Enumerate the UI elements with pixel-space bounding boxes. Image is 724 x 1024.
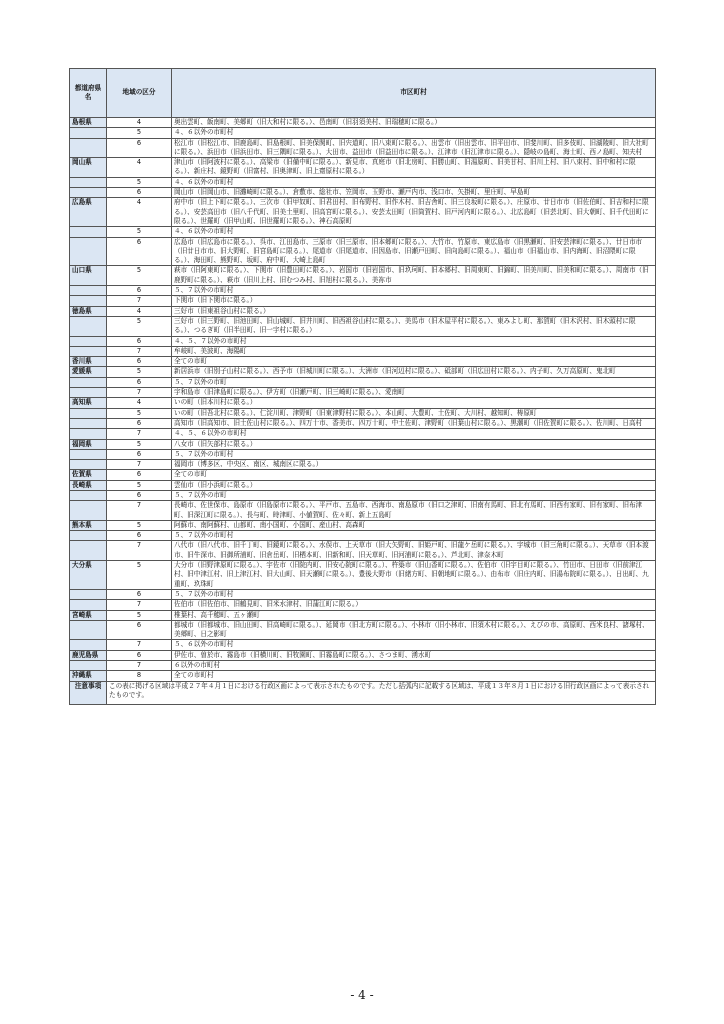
prefecture-cell — [70, 531, 107, 541]
table-row — [70, 531, 656, 541]
prefecture-cell: 熊本県 — [70, 520, 107, 530]
prefecture-cell — [70, 640, 107, 650]
prefecture-cell — [70, 501, 107, 521]
region-class-cell: 6 — [107, 237, 172, 266]
region-class-cell: 7 — [107, 460, 172, 470]
table-row — [70, 158, 656, 178]
prefecture-cell — [70, 377, 107, 387]
table-row — [70, 138, 656, 158]
region-class-cell: 4 — [107, 198, 172, 227]
municipalities-cell: ６以外の市町村 — [172, 661, 656, 671]
prefecture-cell — [70, 128, 107, 138]
municipalities-cell: ４、６以外の市町村 — [172, 177, 656, 187]
prefecture-cell — [70, 620, 107, 640]
table-row — [70, 470, 656, 480]
prefecture-cell — [70, 408, 107, 418]
table-row — [70, 266, 656, 286]
municipalities-cell: ５、７以外の市町村 — [172, 589, 656, 599]
table-row — [70, 128, 656, 138]
municipalities-cell: 津山市（旧阿波村に限る。）、高梁市（旧備中町に限る。）、新見市、真庭市（旧北房町、旧勝山町、旧湯原町、旧美甘村、旧川上村、旧八束村、旧中和村に限る。）、新庄村、鏡野町（旧富村、旧奥津町、旧上齋原村に限る。） — [172, 158, 656, 178]
region-class-cell: 5 — [107, 408, 172, 418]
prefecture-cell — [70, 188, 107, 198]
municipalities-cell: 牟岐町、美波町、海陽町 — [172, 346, 656, 356]
table-row — [70, 490, 656, 500]
table-row — [70, 460, 656, 470]
region-class-cell: 6 — [107, 470, 172, 480]
municipalities-cell: ５、７以外の市町 — [172, 490, 656, 500]
prefecture-cell — [70, 449, 107, 459]
table-row — [70, 439, 656, 449]
region-class-cell: 6 — [107, 620, 172, 640]
municipalities-cell: 高知市（旧高知市、旧土佐山村に限る。）、四万十市、香美市、四万十町、中土佐町、津野町（旧葉山村に限る。）、黒潮町（旧佐賀町に限る。）、佐川町、日高村 — [172, 418, 656, 428]
table-row — [70, 589, 656, 599]
region-class-cell: 5 — [107, 480, 172, 490]
municipalities-cell: 全ての市町村 — [172, 671, 656, 681]
region-class-cell: 4 — [107, 118, 172, 128]
table-row — [70, 600, 656, 610]
prefecture-cell — [70, 490, 107, 500]
note-text: この表に掲げる区域は平成２７年４月１日における行政区画によって表示されたものです。ただし括弧内に記載する区域は、平成１３年８月１日における旧行政区画によって表示されたものです。 — [107, 681, 656, 704]
prefecture-cell — [70, 316, 107, 336]
municipalities-cell: いの町（旧本川村に限る。） — [172, 398, 656, 408]
municipalities-cell: 下関市（旧下関市に限る。） — [172, 296, 656, 306]
table-row — [70, 671, 656, 681]
municipalities-cell: 長崎市、佐世保市、島原市（旧島原市に限る。）、平戸市、五島市、西海市、南島原市（旧口之津町、旧南有馬町、旧北有馬町、旧西有家町、旧有家町、旧布津町、旧深江町に限る。）、長与町、時津町、小値賀町、佐々町、新上五島町 — [172, 501, 656, 521]
municipalities-cell: ４、６以外の市町村 — [172, 227, 656, 237]
prefecture-cell — [70, 227, 107, 237]
table-row — [70, 198, 656, 227]
municipalities-cell: ５、６以外の市町村 — [172, 640, 656, 650]
municipalities-cell: 八女市（旧矢部村に限る。） — [172, 439, 656, 449]
table-row — [70, 296, 656, 306]
municipalities-cell: 八代市（旧八代市、旧千丁町、旧鏡町に限る。）、水俣市、上天草市（旧大矢野町、旧姫戸町、旧龍ケ岳町に限る。）、宇城市（旧三角町に限る。）、天草市（旧本渡市、旧牛深市、旧御所浦町、旧倉岳町、旧栖本町、旧新和町、旧天草町、旧河浦町に限る。）、芦北町、津奈木町 — [172, 541, 656, 561]
prefecture-cell — [70, 600, 107, 610]
prefecture-cell: 福岡県 — [70, 439, 107, 449]
table-row — [70, 449, 656, 459]
municipalities-cell: 府中市（旧上下町に限る。）、三次市（旧甲奴町、旧君田村、旧布野村、旧作木村、旧吉舎町、旧三良坂町に限る。）、庄原市、廿日市市（旧佐伯町、旧吉和村に限る。）、安芸高田市（旧八千代町、旧美土里町、旧高宮町に限る。）、安芸太田町（旧筒賀村、旧戸河内町に限る。）、北広島町（旧芸北町、旧大朝町、旧千代田町に限る。）、世羅町（旧甲山町、旧世羅町に限る。）、神石高原町 — [172, 198, 656, 227]
municipalities-cell: 椎葉村、高千穂町、五ヶ瀬町 — [172, 610, 656, 620]
prefecture-cell: 徳島県 — [70, 306, 107, 316]
table-row — [70, 398, 656, 408]
table-row — [70, 377, 656, 387]
municipalities-cell: ５、７以外の市町村 — [172, 531, 656, 541]
header-region-class: 地域の区分 — [107, 69, 172, 118]
table-row — [70, 306, 656, 316]
municipalities-cell: 新居浜市（旧別子山村に限る。）、西予市（旧城川町に限る。）、大洲市（旧河辺村に限る。）、砥部町（旧広田村に限る。）、内子町、久万高原町、鬼北町 — [172, 367, 656, 377]
municipalities-cell: 全ての市町 — [172, 470, 656, 480]
municipalities-cell: ４、５、６以外の市町村 — [172, 429, 656, 439]
municipalities-cell: ５、７以外の市町 — [172, 377, 656, 387]
prefecture-cell — [70, 661, 107, 671]
prefecture-cell: 佐賀県 — [70, 470, 107, 480]
region-class-cell: 6 — [107, 650, 172, 660]
page-number: - 4 - — [350, 988, 374, 1002]
region-class-cell: 7 — [107, 346, 172, 356]
prefecture-cell: 香川県 — [70, 357, 107, 367]
municipalities-cell: 三好市（旧東祖谷山村に限る。） — [172, 306, 656, 316]
prefecture-cell: 大分県 — [70, 561, 107, 590]
prefecture-cell — [70, 460, 107, 470]
region-class-cell: 7 — [107, 640, 172, 650]
municipalities-cell: ５、７以外の市町村 — [172, 286, 656, 296]
prefecture-cell — [70, 541, 107, 561]
municipalities-cell: ５、７以外の市町村 — [172, 449, 656, 459]
municipalities-cell: 三好市（旧三野町、旧池田町、旧山城町、旧井川町、旧西祖谷山村に限る。）、美馬市（旧木屋平村に限る。）、東みよし町、那賀町（旧木沢村、旧木頭村に限る。）、つるぎ町（旧半田町、旧一宇村に限る。） — [172, 316, 656, 336]
table-row — [70, 661, 656, 671]
region-class-cell: 5 — [107, 177, 172, 187]
region-class-cell: 7 — [107, 501, 172, 521]
region-class-cell: 6 — [107, 449, 172, 459]
region-class-cell: 5 — [107, 367, 172, 377]
region-class-cell: 5 — [107, 128, 172, 138]
region-class-cell: 6 — [107, 138, 172, 158]
region-class-cell: 6 — [107, 188, 172, 198]
region-class-cell: 5 — [107, 561, 172, 590]
municipalities-cell: 伊佐市、曽於市、霧島市（旧横川町、旧牧園町、旧霧島町に限る。）、さつま町、湧水町 — [172, 650, 656, 660]
table-row — [70, 118, 656, 128]
note-row — [70, 681, 656, 704]
table-row — [70, 346, 656, 356]
region-class-cell: 5 — [107, 520, 172, 530]
table-row — [70, 418, 656, 428]
prefecture-cell: 島根県 — [70, 118, 107, 128]
region-class-cell: 6 — [107, 418, 172, 428]
prefecture-cell — [70, 429, 107, 439]
municipalities-cell: 萩市（旧阿東町に限る。）、下関市（旧豊田町に限る。）、岩国市（旧岩国市、旧玖珂町、旧本郷村、旧周東町、旧錦町、旧美川町、旧美和町に限る。）、周南市（旧鹿野町に限る。）、萩市（旧川上村、旧むつみ村、旧旭村に限る。）、美祢市 — [172, 266, 656, 286]
municipality-table — [69, 68, 656, 705]
municipalities-cell: ４、５、７以外の市町村 — [172, 336, 656, 346]
table-row — [70, 336, 656, 346]
table-row — [70, 357, 656, 367]
prefecture-cell: 沖縄県 — [70, 671, 107, 681]
region-class-cell: 8 — [107, 671, 172, 681]
table-row — [70, 388, 656, 398]
table-row — [70, 520, 656, 530]
region-class-cell: 4 — [107, 398, 172, 408]
prefecture-cell: 広島県 — [70, 198, 107, 227]
region-class-cell: 5 — [107, 227, 172, 237]
prefecture-cell — [70, 286, 107, 296]
table-header-row — [70, 69, 656, 118]
municipalities-cell: 都城市（旧都城市、旧山田町、旧高崎町に限る。）、延岡市（旧北方町に限る。）、小林市（旧小林市、旧須木村に限る。）、えびの市、高原町、西米良村、諸塚村、美郷町、日之影町 — [172, 620, 656, 640]
table-row — [70, 367, 656, 377]
prefecture-cell — [70, 346, 107, 356]
region-class-cell: 6 — [107, 490, 172, 500]
region-class-cell: 5 — [107, 266, 172, 286]
prefecture-cell: 宮崎県 — [70, 610, 107, 620]
header-municipalities: 市区町村 — [172, 69, 656, 118]
municipalities-cell: 雲仙市（旧小浜町に限る。） — [172, 480, 656, 490]
table-row — [70, 316, 656, 336]
region-class-cell: 6 — [107, 377, 172, 387]
region-class-cell: 5 — [107, 316, 172, 336]
prefecture-cell: 岡山県 — [70, 158, 107, 178]
municipalities-cell: 阿蘇市、南阿蘇村、山都町、南小国町、小国町、産山村、高森町 — [172, 520, 656, 530]
prefecture-cell — [70, 418, 107, 428]
table-row — [70, 650, 656, 660]
municipalities-cell: 宇和島市（旧津島町に限る。）、伊方町（旧瀬戸町、旧三崎町に限る。）、愛南町 — [172, 388, 656, 398]
table-row — [70, 610, 656, 620]
note-label: 注意事項 — [70, 681, 107, 704]
table-row — [70, 480, 656, 490]
region-class-cell: 7 — [107, 661, 172, 671]
municipalities-cell: ４、６以外の市町村 — [172, 128, 656, 138]
table-row — [70, 227, 656, 237]
region-class-cell: 6 — [107, 589, 172, 599]
prefecture-cell — [70, 336, 107, 346]
municipalities-cell: 佐伯市（旧佐伯市、旧鶴見町、旧米水津村、旧蒲江町に限る。） — [172, 600, 656, 610]
prefecture-cell: 山口県 — [70, 266, 107, 286]
prefecture-cell: 鹿児島県 — [70, 650, 107, 660]
region-class-cell: 5 — [107, 439, 172, 449]
table-row — [70, 541, 656, 561]
table-row — [70, 188, 656, 198]
region-class-cell: 7 — [107, 388, 172, 398]
table-row — [70, 620, 656, 640]
prefecture-cell: 長崎県 — [70, 480, 107, 490]
region-class-cell: 4 — [107, 306, 172, 316]
header-prefecture: 都道府県名 — [70, 69, 107, 118]
region-class-cell: 5 — [107, 610, 172, 620]
table-row — [70, 429, 656, 439]
region-class-cell: 7 — [107, 600, 172, 610]
prefecture-cell: 愛媛県 — [70, 367, 107, 377]
table-row — [70, 237, 656, 266]
table-row — [70, 177, 656, 187]
region-class-cell: 4 — [107, 158, 172, 178]
prefecture-cell: 高知県 — [70, 398, 107, 408]
prefecture-cell — [70, 388, 107, 398]
prefecture-cell — [70, 237, 107, 266]
municipalities-cell: 岡山市（旧岡山市、旧灘崎町に限る。）、倉敷市、総社市、笠岡市、玉野市、瀬戸内市、浅口市、矢掛町、里庄町、早島町 — [172, 188, 656, 198]
table-row — [70, 501, 656, 521]
municipalities-cell: 福岡市（博多区、中央区、南区、城南区に限る。） — [172, 460, 656, 470]
municipalities-cell: 大分市（旧野津原町に限る。）、宇佐市（旧院内町、旧安心院町に限る。）、杵築市（旧山香町に限る。）、佐伯市（旧宇目町に限る。）、竹田市、日田市（旧前津江村、旧中津江村、旧上津江村、旧大山町、旧天瀬町に限る。）、豊後大野市（旧緒方町、旧朝地町に限る。）、由布市（旧庄内町、旧湯布院町に限る。）、日出町、九重町、玖珠町 — [172, 561, 656, 590]
table-row — [70, 286, 656, 296]
municipalities-cell: 全ての市町 — [172, 357, 656, 367]
table-row — [70, 640, 656, 650]
prefecture-cell — [70, 296, 107, 306]
municipalities-cell: 松江市（旧松江市、旧鹿島町、旧島根町、旧美保関町、旧宍道町、旧八束町に限る。）、出雲市（旧出雲市、旧平田市、旧斐川町、旧多伎町、旧湖陵町、旧大社町に限る。）、浜田市（旧浜田市、旧三隅町に限る。）、大田市、益田市（旧益田市に限る。）、江津市（旧江津市に限る。）、隠岐の島町、海士町、西ノ島町、知夫村 — [172, 138, 656, 158]
municipalities-cell: 広島市（旧広島市に限る。）、呉市、江田島市、三原市（旧三原市、旧本郷町に限る。）、大竹市、竹原市、東広島市（旧黒瀬町、旧安芸津町に限る。）、廿日市市（旧廿日市市、旧大野町、旧宮島町に限る。）、尾道市（旧尾道市、旧因島市、旧瀬戸田町、旧向島町に限る。）、福山市（旧福山市、旧内海町、旧沼隈町に限る。）、海田町、熊野町、坂町、府中町、大崎上島町 — [172, 237, 656, 266]
prefecture-cell — [70, 138, 107, 158]
region-class-cell: 7 — [107, 296, 172, 306]
region-class-cell: 6 — [107, 286, 172, 296]
municipalities-cell: いの町（旧吾北村に限る。）、仁淀川町、津野町（旧東津野村に限る。）、本山町、大豊町、土佐町、大川村、越知町、梼原町 — [172, 408, 656, 418]
region-class-cell: 6 — [107, 336, 172, 346]
prefecture-cell — [70, 589, 107, 599]
table-body — [70, 118, 656, 682]
region-class-cell: 6 — [107, 357, 172, 367]
municipalities-cell: 奥出雲町、飯南町、美郷町（旧大和村に限る。）、邑南町（旧羽須美村、旧瑞穂町に限る。） — [172, 118, 656, 128]
region-class-cell: 7 — [107, 429, 172, 439]
region-class-cell: 6 — [107, 531, 172, 541]
table-row — [70, 561, 656, 590]
region-class-cell: 7 — [107, 541, 172, 561]
table-row — [70, 408, 656, 418]
prefecture-cell — [70, 177, 107, 187]
